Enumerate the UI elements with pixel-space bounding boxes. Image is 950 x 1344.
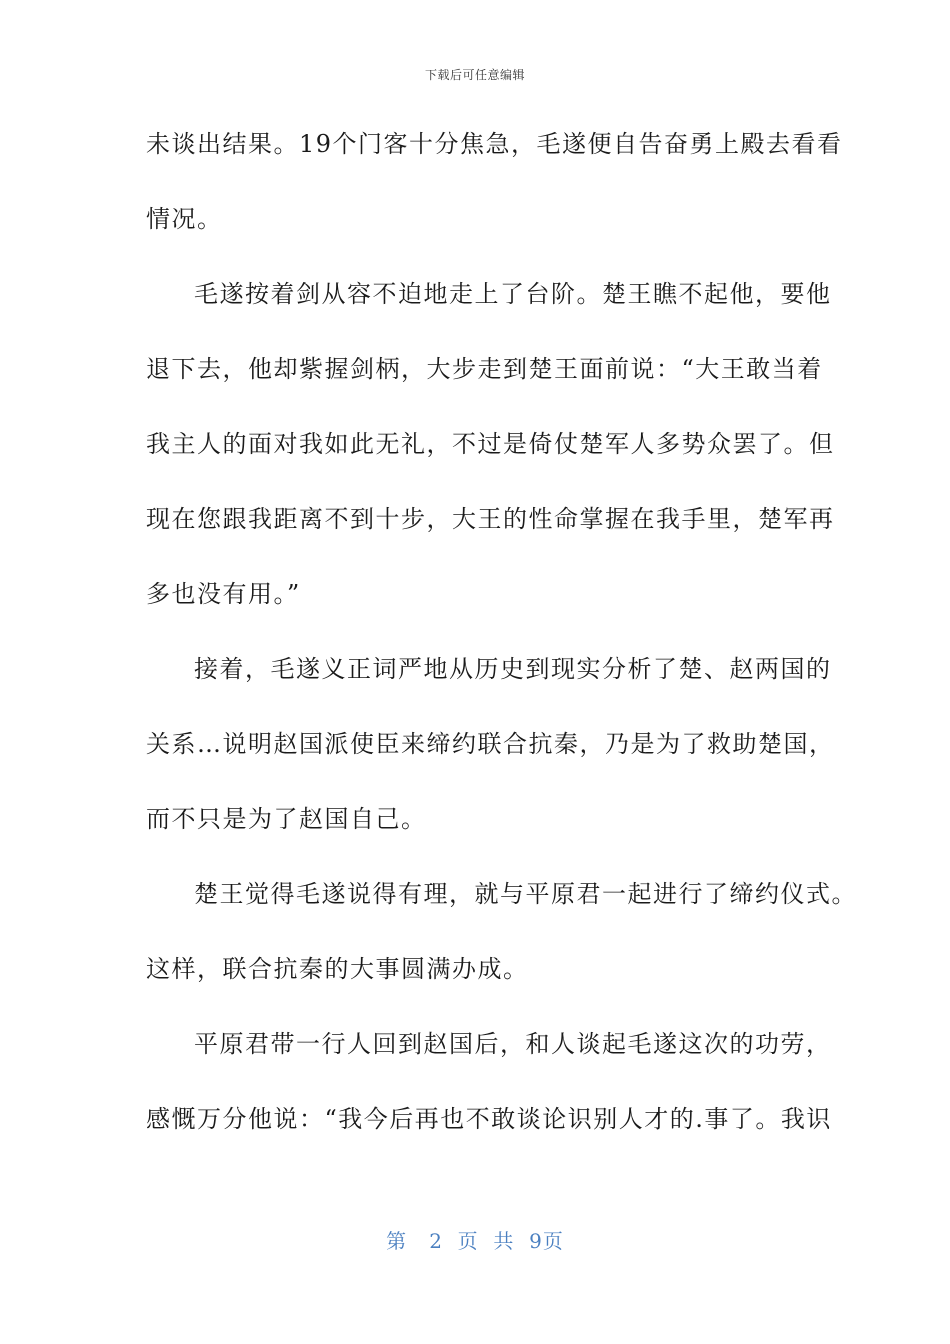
page-footer	[0, 1225, 950, 1254]
current-page-number: 2	[429, 1229, 443, 1253]
paragraph-first-line: 毛遂按着剑从容不迫地走上了台阶。楚王瞧不起他，要他	[194, 280, 832, 308]
text-line: 现在您跟我距离不到十步，大王的性命掌握在我手里，楚军再	[146, 505, 835, 533]
text-line: 感慨万分他说：“我今后再也不敢谈论识别人才的.事了。我识	[146, 1105, 832, 1133]
page-header: 下载后可任意编辑	[424, 68, 525, 82]
footer-prefix: 第	[386, 1229, 408, 1253]
text-line: 情况。	[146, 205, 223, 233]
text-line: 关系…说明赵国派使臣来缔约联合抗秦，乃是为了救助楚国，	[146, 730, 835, 758]
text-line: 多也没有用。”	[146, 580, 301, 608]
document-body	[146, 116, 857, 1166]
paragraph-first-line: 接着，毛遂义正词严地从历史到现实分析了楚、赵两国的	[194, 655, 832, 683]
text-line: 这样，联合抗秦的大事圆满办成。	[146, 955, 529, 983]
text-line: 退下去，他却紫握剑柄，大步走到楚王面前说：“大王敢当着	[146, 355, 823, 383]
footer-total-word: 共	[493, 1229, 515, 1253]
paragraph-first-line: 平原君带一行人回到赵国后，和人谈起毛遂这次的功劳，	[194, 1030, 832, 1058]
footer-page-word: 页	[457, 1229, 479, 1253]
text-line: 未谈出结果。19个门客十分焦急，毛遂便自告奋勇上殿去看看	[146, 130, 843, 158]
paragraph-first-line: 楚王觉得毛遂说得有理，就与平原君一起进行了缔约仪式。	[194, 880, 857, 908]
text-line: 而不只是为了赵国自己。	[146, 805, 427, 833]
text-line: 我主人的面对我如此无礼，不过是倚仗楚军人多势众罢了。但	[146, 430, 835, 458]
total-pages: 9页	[529, 1229, 564, 1253]
